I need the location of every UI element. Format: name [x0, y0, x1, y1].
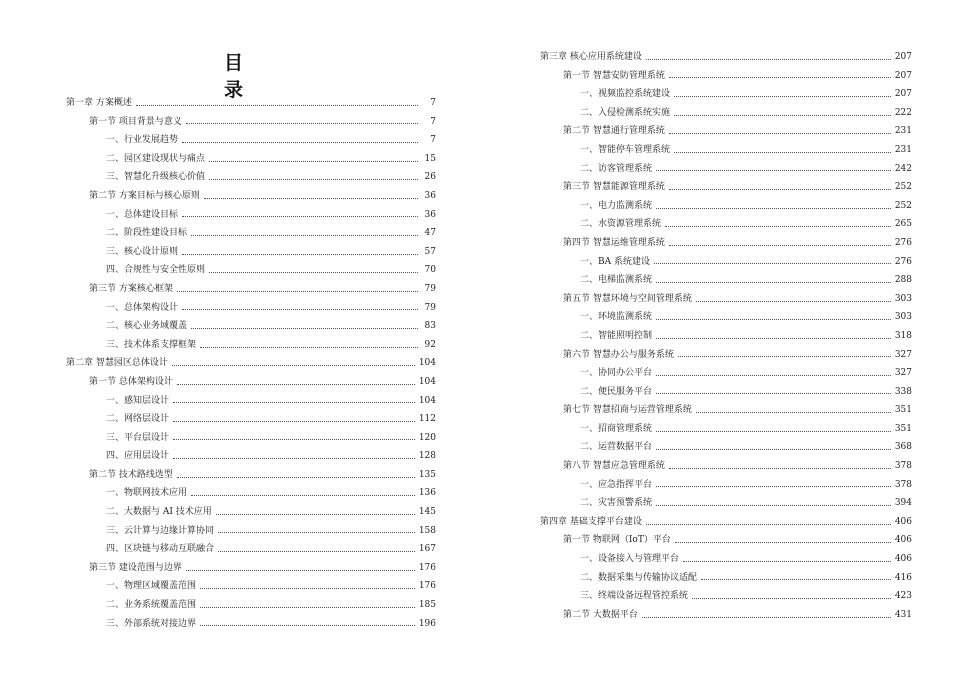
toc-entry-page: 7 [430, 116, 436, 127]
toc-entry[interactable] [540, 197, 912, 216]
toc-entry[interactable] [66, 113, 436, 132]
toc-dot-leader [675, 542, 891, 543]
toc-dot-leader [182, 254, 418, 255]
toc-entry[interactable] [540, 67, 912, 86]
toc-dot-leader [669, 77, 891, 78]
toc-entry[interactable] [66, 206, 436, 225]
toc-entry-title: 二、业务系统覆盖范围 [106, 600, 197, 611]
toc-dot-leader [209, 161, 418, 162]
toc-entry-page: 104 [418, 376, 436, 387]
toc-entry-page: 176 [418, 562, 436, 573]
toc-entry-title: 三、平台层设计 [106, 432, 170, 443]
toc-entry-title: 一、感知层设计 [106, 395, 170, 406]
toc-entry-title: 二、大数据与 AI 技术应用 [106, 507, 212, 518]
toc-entry-page: 252 [894, 182, 912, 193]
toc-left-column [66, 94, 436, 633]
toc-entry-title: 第一章 方案概述 [66, 98, 132, 108]
toc-entry[interactable] [540, 290, 912, 309]
toc-entry-page: 185 [418, 600, 436, 611]
toc-entry[interactable] [540, 364, 912, 383]
toc-entry-title: 一、应急指挥平台 [580, 479, 653, 490]
toc-entry-title: 三、外部系统对接边界 [106, 618, 197, 629]
toc-entry-page: 207 [894, 70, 912, 81]
toc-entry-title: 第六节 智慧办公与服务系统 [563, 349, 674, 360]
toc-dot-leader [182, 216, 418, 217]
toc-entry-title: 二、园区建设现状与痛点 [106, 153, 206, 164]
toc-entry-page: 406 [894, 554, 912, 565]
toc-dot-leader [173, 458, 415, 459]
toc-entry-page: 92 [424, 339, 436, 350]
toc-entry[interactable] [66, 168, 436, 187]
toc-entry-title: 一、设备接入与管理平台 [580, 554, 680, 565]
toc-dot-leader [200, 347, 418, 348]
toc-entry-title: 二、运营数据平台 [580, 442, 653, 453]
toc-entry-title: 第二节 方案目标与核心原则 [89, 190, 200, 201]
toc-dot-leader [656, 486, 891, 487]
toc-entry-title: 一、总体建设目标 [106, 209, 179, 220]
toc-entry[interactable] [66, 373, 436, 392]
toc-entry-page: 79 [424, 283, 436, 294]
toc-entry-page: 303 [894, 293, 912, 304]
toc-dot-leader [646, 59, 891, 60]
toc-entry[interactable] [540, 85, 912, 104]
toc-entry-title: 三、核心设计原则 [106, 246, 179, 257]
toc-dot-leader [696, 412, 891, 413]
toc-entry-page: 136 [418, 488, 436, 499]
toc-dot-leader [218, 532, 415, 533]
toc-dot-leader [669, 133, 891, 134]
toc-entry-page: 431 [894, 609, 912, 620]
toc-entry-title: 一、视频监控系统建设 [580, 89, 671, 100]
toc-entry[interactable] [66, 540, 436, 559]
toc-entry-page: 207 [894, 89, 912, 100]
toc-entry[interactable] [66, 429, 436, 448]
toc-entry-page: 47 [424, 228, 436, 239]
toc-entry[interactable] [540, 457, 912, 476]
toc-entry[interactable] [540, 606, 912, 625]
toc-entry[interactable] [66, 577, 436, 596]
toc-entry[interactable] [66, 559, 436, 578]
toc-entry[interactable] [540, 494, 912, 513]
toc-entry-title: 一、协同办公平台 [580, 368, 653, 379]
toc-entry[interactable] [540, 160, 912, 179]
toc-dot-leader [683, 561, 891, 562]
toc-dot-leader [191, 235, 418, 236]
toc-entry-title: 二、智能照明控制 [580, 330, 653, 341]
toc-entry-page: 26 [424, 172, 436, 183]
toc-dot-leader [669, 468, 891, 469]
toc-entry[interactable] [540, 253, 912, 272]
toc-dot-leader [678, 356, 891, 357]
toc-entry-title: 第三章 核心应用系统建设 [540, 52, 642, 62]
toc-entry-title: 第二章 智慧园区总体设计 [66, 358, 168, 369]
toc-dot-leader [642, 617, 891, 618]
toc-entry-page: 351 [894, 423, 912, 434]
toc-dot-leader [656, 449, 891, 450]
toc-dot-leader [200, 588, 415, 589]
toc-entry-page: 222 [894, 107, 912, 118]
toc-dot-leader [177, 477, 415, 478]
toc-entry-page: 104 [418, 395, 436, 406]
toc-entry[interactable] [540, 531, 912, 550]
toc-entry[interactable] [66, 522, 436, 541]
toc-entry[interactable] [540, 383, 912, 402]
toc-entry-page: 288 [894, 275, 912, 286]
toc-entry-page: 112 [418, 414, 436, 425]
toc-entry-page: 7 [430, 98, 436, 108]
toc-entry-page: 135 [418, 469, 436, 480]
toc-entry-title: 第一节 项目背景与意义 [89, 116, 182, 127]
toc-entry[interactable] [540, 141, 912, 160]
toc-entry-title: 一、招商管理系统 [580, 423, 653, 434]
toc-entry-title: 二、水资源管理系统 [580, 219, 662, 230]
toc-entry-title: 三、云计算与边缘计算协同 [106, 525, 215, 536]
toc-entry-page: 406 [894, 516, 912, 527]
toc-dot-leader [200, 625, 415, 626]
toc-dot-leader [177, 291, 418, 292]
toc-entry[interactable] [540, 550, 912, 569]
toc-title: 目 录 [224, 52, 250, 101]
toc-entry-page: 318 [894, 330, 912, 341]
toc-entry-title: 第一节 总体架构设计 [89, 376, 173, 387]
toc-entry-page: 36 [424, 209, 436, 220]
toc-entry[interactable] [540, 476, 912, 495]
toc-dot-leader [656, 208, 891, 209]
toc-dot-leader [204, 198, 418, 199]
toc-dot-leader [656, 338, 891, 339]
toc-dot-leader [173, 439, 415, 440]
toc-entry[interactable] [540, 122, 912, 141]
toc-dot-leader [182, 142, 418, 143]
toc-dot-leader [656, 375, 891, 376]
toc-entry-title: 第二节 大数据平台 [563, 609, 638, 620]
toc-entry-page: 120 [418, 432, 436, 443]
toc-entry[interactable] [66, 596, 436, 615]
toc-right-column [540, 48, 912, 624]
toc-dot-leader [669, 189, 891, 190]
toc-entry-title: 第四章 基础支撑平台建设 [540, 516, 642, 527]
toc-entry-title: 一、电力监测系统 [580, 200, 653, 211]
toc-entry-page: 423 [894, 591, 912, 602]
toc-entry[interactable] [540, 401, 912, 420]
toc-dot-leader [173, 421, 415, 422]
toc-dot-leader [191, 328, 418, 329]
toc-entry-page: 378 [894, 479, 912, 490]
toc-entry-title: 三、智慧化升级核心价值 [106, 172, 206, 183]
toc-entry-title: 一、物理区域覆盖范围 [106, 581, 197, 592]
toc-entry[interactable] [540, 271, 912, 290]
toc-entry-title: 四、应用层设计 [106, 451, 170, 462]
toc-entry[interactable] [540, 234, 912, 253]
toc-entry[interactable] [66, 484, 436, 503]
toc-dot-leader [191, 495, 415, 496]
toc-entry-page: 327 [894, 349, 912, 360]
toc-dot-leader [173, 402, 415, 403]
toc-entry[interactable] [66, 392, 436, 411]
toc-entry-page: 231 [894, 144, 912, 155]
toc-dot-leader [674, 115, 891, 116]
toc-entry[interactable] [66, 503, 436, 522]
toc-entry-page: 83 [424, 321, 436, 332]
toc-dot-leader [669, 245, 891, 246]
toc-entry-page: 15 [424, 153, 436, 164]
toc-entry[interactable] [66, 261, 436, 280]
toc-entry-page: 265 [894, 219, 912, 230]
toc-dot-leader [186, 123, 418, 124]
toc-dot-leader [646, 524, 891, 525]
toc-entry-title: 第一节 物联网（IoT）平台 [563, 535, 671, 546]
toc-entry-title: 二、数据采集与传输协议适配 [580, 572, 698, 583]
toc-entry-page: 351 [894, 405, 912, 416]
toc-entry-page: 394 [894, 498, 912, 509]
toc-entry[interactable] [66, 224, 436, 243]
toc-entry-page: 207 [894, 52, 912, 62]
toc-entry-page: 303 [894, 312, 912, 323]
toc-entry-page: 406 [894, 535, 912, 546]
toc-entry-title: 三、终端设备远程管控系统 [580, 591, 689, 602]
toc-entry-title: 一、总体架构设计 [106, 302, 179, 313]
toc-entry-page: 242 [894, 163, 912, 174]
toc-entry-title: 二、电梯监测系统 [580, 275, 653, 286]
toc-entry-page: 231 [894, 126, 912, 137]
toc-dot-leader [674, 152, 891, 153]
toc-entry-page: 276 [894, 256, 912, 267]
toc-entry-page: 338 [894, 386, 912, 397]
toc-dot-leader [656, 505, 891, 506]
toc-entry-title: 第三节 方案核心框架 [89, 283, 173, 294]
toc-entry-title: 第四节 智慧运维管理系统 [563, 237, 665, 248]
toc-entry[interactable] [540, 569, 912, 588]
toc-entry-page: 176 [418, 581, 436, 592]
toc-entry-page: 196 [418, 618, 436, 629]
toc-entry-page: 36 [424, 190, 436, 201]
toc-entry-title: 第八节 智慧应急管理系统 [563, 461, 665, 472]
toc-dot-leader [136, 105, 418, 106]
toc-dot-leader [696, 301, 891, 302]
toc-entry-title: 一、环境监测系统 [580, 312, 653, 323]
toc-dot-leader [665, 226, 891, 227]
toc-dot-leader [209, 179, 418, 180]
toc-entry-title: 第三节 建设范围与边界 [89, 562, 182, 573]
toc-dot-leader [654, 263, 891, 264]
toc-entry-title: 二、访客管理系统 [580, 163, 653, 174]
toc-entry[interactable] [66, 299, 436, 318]
toc-entry[interactable] [540, 48, 912, 67]
toc-dot-leader [656, 393, 891, 394]
toc-entry-title: 一、BA 系统建设 [580, 256, 650, 267]
toc-entry-page: 416 [894, 572, 912, 583]
toc-dot-leader [209, 272, 418, 273]
toc-entry-page: 128 [418, 451, 436, 462]
toc-dot-leader [656, 282, 891, 283]
toc-entry[interactable] [540, 346, 912, 365]
toc-entry-page: 252 [894, 200, 912, 211]
toc-entry[interactable] [540, 587, 912, 606]
toc-entry-title: 一、行业发展趋势 [106, 135, 179, 146]
toc-entry[interactable] [66, 150, 436, 169]
toc-dot-leader [172, 365, 415, 366]
toc-entry-page: 158 [418, 525, 436, 536]
toc-entry[interactable] [66, 317, 436, 336]
toc-entry-title: 第七节 智慧招商与运营管理系统 [563, 405, 692, 416]
toc-entry[interactable] [66, 280, 436, 299]
toc-entry[interactable] [540, 438, 912, 457]
toc-entry-title: 二、便民服务平台 [580, 386, 653, 397]
toc-entry-title: 三、技术体系支撑框架 [106, 339, 197, 350]
toc-entry[interactable] [540, 178, 912, 197]
toc-entry-page: 70 [424, 265, 436, 276]
toc-entry-page: 276 [894, 237, 912, 248]
toc-dot-leader [216, 514, 415, 515]
toc-entry[interactable] [540, 327, 912, 346]
toc-entry[interactable] [66, 131, 436, 150]
toc-entry-title: 第二节 技术路线选型 [89, 469, 173, 480]
toc-entry-page: 57 [424, 246, 436, 257]
toc-entry-page: 79 [424, 302, 436, 313]
toc-dot-leader [701, 579, 891, 580]
toc-entry-title: 四、合规性与安全性原则 [106, 265, 206, 276]
toc-entry[interactable] [540, 308, 912, 327]
toc-entry-title: 四、区块链与移动互联融合 [106, 544, 215, 555]
toc-dot-leader [674, 96, 891, 97]
toc-entry-page: 378 [894, 461, 912, 472]
toc-dot-leader [182, 309, 418, 310]
toc-entry[interactable] [66, 410, 436, 429]
toc-dot-leader [186, 570, 415, 571]
toc-entry[interactable] [66, 466, 436, 485]
toc-entry[interactable] [66, 336, 436, 355]
toc-entry-title: 一、智能停车管理系统 [580, 144, 671, 155]
toc-entry-title: 二、入侵检测系统实施 [580, 107, 671, 118]
toc-entry[interactable] [66, 354, 436, 373]
toc-entry[interactable] [540, 513, 912, 532]
toc-entry[interactable] [540, 215, 912, 234]
toc-entry-title: 二、网络层设计 [106, 414, 170, 425]
toc-entry[interactable] [66, 187, 436, 206]
toc-entry-title: 第五节 智慧环境与空间管理系统 [563, 293, 692, 304]
toc-dot-leader [656, 319, 891, 320]
toc-entry-title: 二、灾害预警系统 [580, 498, 653, 509]
toc-entry[interactable] [66, 94, 436, 113]
toc-entry-title: 第三节 智慧能源管理系统 [563, 182, 665, 193]
toc-entry[interactable] [66, 615, 436, 634]
toc-entry[interactable] [66, 243, 436, 262]
toc-entry-title: 第二节 智慧通行管理系统 [563, 126, 665, 137]
toc-dot-leader [656, 431, 891, 432]
toc-entry-title: 一、物联网技术应用 [106, 488, 188, 499]
toc-entry-page: 145 [418, 507, 436, 518]
toc-entry-title: 第一节 智慧安防管理系统 [563, 70, 665, 81]
toc-entry-title: 二、核心业务域覆盖 [106, 321, 188, 332]
toc-entry-page: 7 [430, 135, 436, 146]
toc-entry[interactable] [540, 420, 912, 439]
toc-entry-page: 167 [418, 544, 436, 555]
toc-dot-leader [692, 598, 891, 599]
toc-entry-page: 368 [894, 442, 912, 453]
toc-entry-page: 327 [894, 368, 912, 379]
toc-dot-leader [656, 170, 891, 171]
toc-entry[interactable] [540, 104, 912, 123]
toc-dot-leader [177, 384, 415, 385]
toc-entry[interactable] [66, 447, 436, 466]
toc-dot-leader [200, 607, 415, 608]
toc-entry-title: 二、阶段性建设目标 [106, 228, 188, 239]
toc-entry-page: 104 [418, 358, 436, 369]
toc-dot-leader [218, 551, 415, 552]
